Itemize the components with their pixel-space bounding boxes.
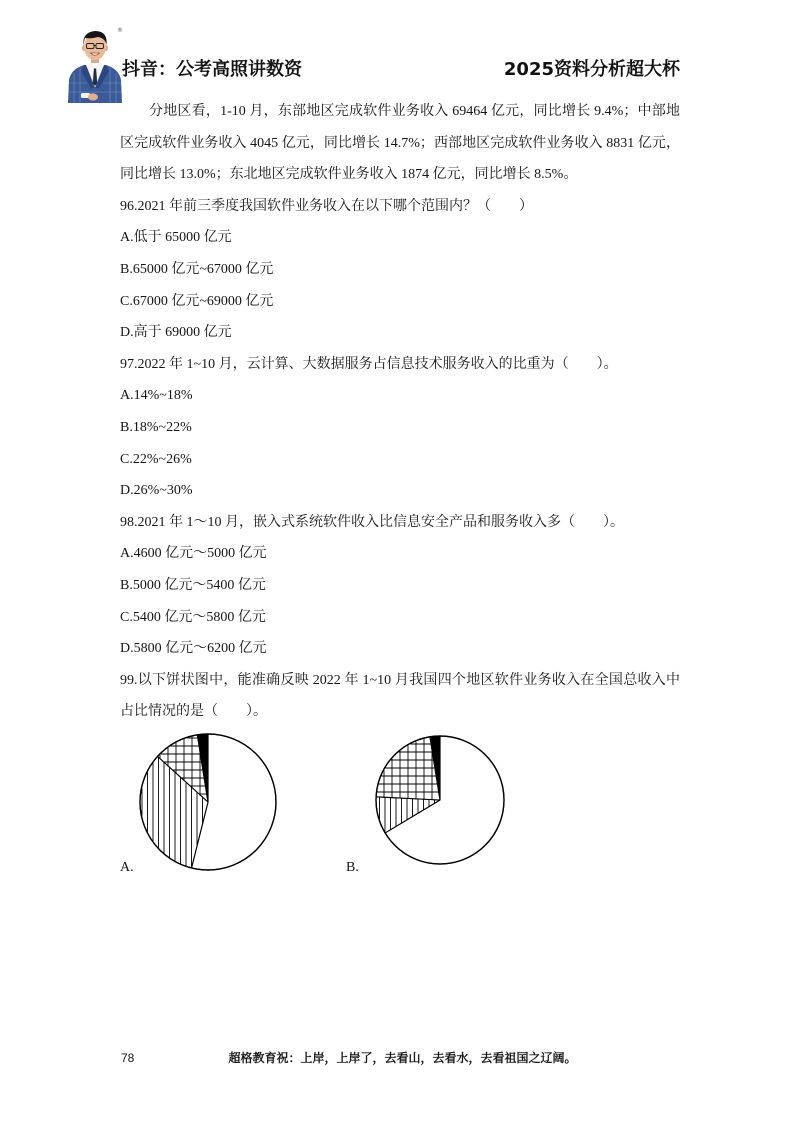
question-97-option-d: D.26%~30% [120,483,193,499]
pie-b-slice-3 [376,737,440,800]
question-98-option-c: C.5400 亿元～5800 亿元 [120,609,266,625]
question-98-option-d: D.5800 亿元～6200 亿元 [120,641,267,657]
question-96-option-c: C.67000 亿元~69000 亿元 [120,293,274,309]
header-account-name: 抖音：公考高照讲数资 [122,59,302,80]
question-99-stem-line-2: 占比情况的是（ ）。 [120,704,267,720]
pie-a-label: A. [120,860,134,875]
pie-b-label: B. [346,860,359,875]
passage-line-3: 同比增长 13.0%；东北地区完成软件业务收入 1874 亿元，同比增长 8.5%。 [120,167,578,183]
question-97-option-c: C.22%~26% [120,451,192,467]
avatar-hand [88,93,98,100]
registered-trademark-mark: ® [117,27,123,34]
page-number: 78 [121,1051,135,1065]
question-97-option-a: A.14%~18% [120,388,193,404]
question-96-option-b: B.65000 亿元~67000 亿元 [120,261,274,277]
question-99-stem-line-1: 99.以下饼状图中，能准确反映 2022 年 1~10 月我国四个地区软件业务收入在全国总收入中 [120,672,680,688]
question-96-option-a: A.低于 65000 亿元 [120,230,232,246]
question-96-option-d: D.高于 69000 亿元 [120,325,232,341]
passage-line-2: 区完成软件业务收入 4045 亿元，同比增长 14.7%；西部地区完成软件业务收入 8831 亿元， [120,135,680,151]
question-98-option-b: B.5000 亿元～5400 亿元 [120,577,266,593]
question-98-stem: 98.2021 年 1～10 月，嵌入式系统软件收入比信息安全产品和服务收入多（ ）。 [120,514,624,530]
pie-a [140,734,276,870]
footer-slogan: 超格教育祝：上岸，上岸了，去看山，去看水，去看祖国之辽阔。 [228,1051,577,1065]
question-96-stem: 96.2021 年前三季度我国软件业务收入在以下哪个范围内？（ ） [120,198,533,214]
question-content [120,96,680,728]
header-book-title: 2025资料分析超大杯 [503,59,680,80]
question-97-option-b: B.18%~22% [120,419,192,435]
passage-line-1: 分地区看，1-10 月，东部地区完成软件业务收入 69464 亿元，同比增长 9.4%；中部地 [149,104,680,119]
author-avatar-photo [67,27,123,103]
question-97-stem: 97.2022 年 1~10 月，云计算、大数据服务占信息技术服务收入的比重为（ ）。 [120,356,618,372]
pie-b [376,736,504,864]
question-98-option-a: A.4600 亿元～5000 亿元 [120,546,267,562]
